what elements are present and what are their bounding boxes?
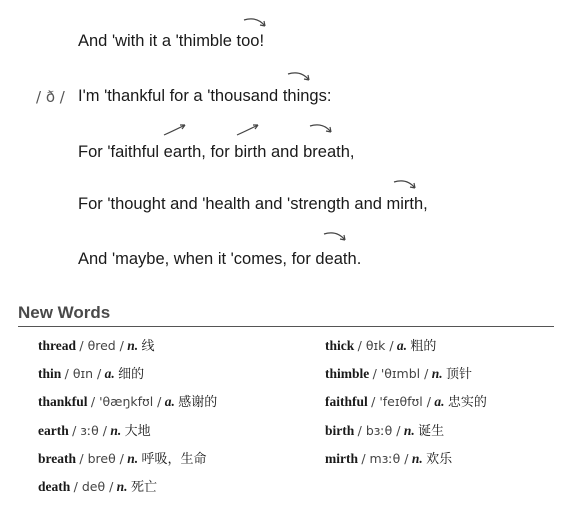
vocab-entry <box>38 448 207 467</box>
vocab-word: thimble <box>325 366 370 381</box>
vocab-phonetic: / θɪk / <box>357 338 394 353</box>
vocab-word: thin <box>38 366 62 381</box>
vocab-meaning: 感谢的 <box>178 395 218 410</box>
vocab-entry <box>325 363 472 382</box>
vocab-part-of-speech: a. <box>434 394 445 409</box>
vocab-word: thick <box>325 338 355 353</box>
vocab-part-of-speech: n. <box>116 479 128 494</box>
vocab-word: thankful <box>38 394 88 409</box>
vocab-meaning: 细的 <box>118 367 145 382</box>
vocab-meaning: 呼吸，生命 <box>141 452 207 467</box>
vocab-part-of-speech: a. <box>164 394 175 409</box>
vocab-part-of-speech: a. <box>396 338 408 353</box>
vocab-word: thread <box>38 338 77 353</box>
vocab-word: earth <box>38 423 69 438</box>
vocab-phonetic: / θred / <box>79 338 124 353</box>
falling-intonation-arrow <box>287 70 311 86</box>
falling-intonation-arrow <box>393 178 417 194</box>
vocab-phonetic: / breθ / <box>79 451 124 466</box>
vocab-entry <box>325 391 487 410</box>
vocab-entry <box>325 420 444 439</box>
falling-intonation-arrow <box>243 16 267 32</box>
vocab-phonetic: / 'feɪθfʊl / <box>371 394 431 409</box>
section-title: New Words <box>18 303 111 322</box>
poem-line-4: For 'thought and 'health and 'strength and mirth, <box>78 195 428 213</box>
vocab-word: birth <box>325 423 355 438</box>
vocab-phonetic: / bɜːθ / <box>357 423 401 438</box>
vocab-entry <box>325 448 452 467</box>
vocab-entry <box>38 476 157 495</box>
vocab-entry <box>38 420 151 439</box>
poem-line-3: For 'faithful earth, for birth and breath, <box>78 143 355 161</box>
vocab-meaning: 死亡 <box>130 480 157 495</box>
poem-line-1: And 'with it a 'thimble too! <box>78 32 265 50</box>
vocab-part-of-speech: n. <box>403 423 415 438</box>
vocab-word: death <box>38 479 71 494</box>
vocab-word: breath <box>38 451 77 466</box>
poem-line-5: And 'maybe, when it 'comes, for death. <box>78 250 362 268</box>
vocab-part-of-speech: a. <box>104 366 115 381</box>
vocab-part-of-speech: n. <box>127 451 139 466</box>
vocab-meaning: 忠实的 <box>447 395 487 410</box>
vocab-entry <box>38 335 155 354</box>
rising-intonation-arrow <box>163 122 187 138</box>
vocab-entry <box>38 363 144 382</box>
vocab-meaning: 大地 <box>124 424 151 439</box>
phonetic-marker: / ð / <box>36 88 65 106</box>
vocab-meaning: 欢乐 <box>426 452 453 467</box>
vocab-phonetic: / ɜːθ / <box>72 423 108 438</box>
falling-intonation-arrow <box>309 122 333 138</box>
vocab-part-of-speech: n. <box>411 451 423 466</box>
section-divider <box>18 326 554 327</box>
vocab-phonetic: / 'θæŋkfʊl / <box>90 394 162 409</box>
vocab-phonetic: / deθ / <box>73 479 114 494</box>
vocab-phonetic: / mɜːθ / <box>361 451 409 466</box>
vocab-phonetic: / θɪn / <box>64 366 102 381</box>
vocab-meaning: 诞生 <box>418 424 445 439</box>
vocab-entry <box>325 335 436 354</box>
vocab-part-of-speech: n. <box>431 366 443 381</box>
poem-line-2: I'm 'thankful for a 'thousand things: <box>78 87 332 105</box>
vocab-meaning: 线 <box>141 339 155 354</box>
vocab-phonetic: / 'θɪmbl / <box>372 366 429 381</box>
vocab-entry <box>38 391 217 410</box>
vocab-word: faithful <box>325 394 368 409</box>
vocab-word: mirth <box>325 451 358 466</box>
rising-intonation-arrow <box>236 122 260 138</box>
vocab-part-of-speech: n. <box>127 338 139 353</box>
vocab-meaning: 顶针 <box>445 367 472 382</box>
falling-intonation-arrow <box>323 230 347 246</box>
vocab-part-of-speech: n. <box>110 423 122 438</box>
vocab-meaning: 粗的 <box>410 339 437 354</box>
